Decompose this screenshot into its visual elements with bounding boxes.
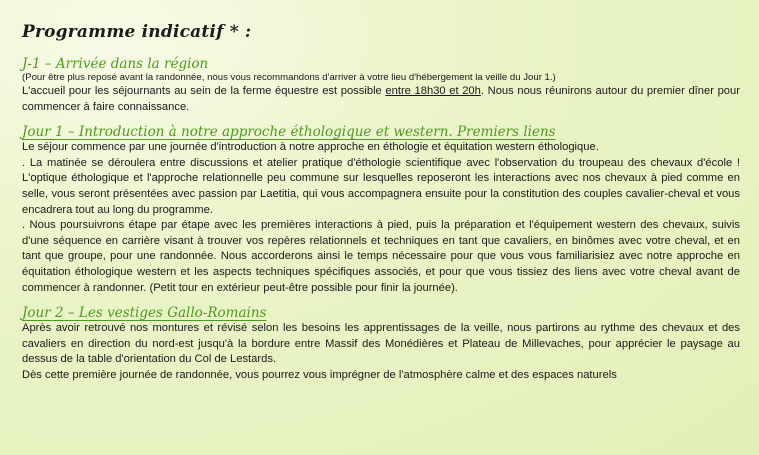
day1-title: Jour 1 – Introduction à notre approche éthologique et western. Premiers liens bbox=[22, 124, 556, 141]
programme-title: Programme indicatif * : bbox=[22, 22, 252, 42]
day2-title: Jour 2 – Les vestiges Gallo-Romains bbox=[22, 305, 267, 322]
day1-paragraph-afternoon: . Nous poursuivrons étape par étape avec les premières interactions à pied, puis la préparation et l'équipement western des chevaux, suivis d'une séquence en carrière visant à trouver vos repères relationnels et techniques en tant que cavaliers, en binômes avec votre cheval, et en tant que groupe, pour une randonnée. Nous accorderons ainsi le temps nécessaire pour que vous vous familiarisiez avec notre approche en équitation éthologique western et les aspects techniques spécifiques associés, et pour que vous tissiez des liens avec votre cheval avant de commencer à randonner. (Petit tour en extérieur peut-être possible pour finir la journée). bbox=[22, 219, 740, 294]
day0-arrival-time: entre 18h30 et 20h bbox=[385, 85, 481, 97]
day0-text-end: . Nous nous réunirons autour du premier dîner pour commencer à faire connaissance. bbox=[22, 85, 740, 113]
programme-page bbox=[22, 22, 740, 390]
day1-paragraph-morning: . La matinée se déroulera entre discussions et atelier pratique d'éthologie scientifique avec l'observation du troupeau des chevaux d'école ! L'optique éthologique et l'approche relationnelle peu commune sur lesquelles reposeront les interactions avec nos chevaux à pied comme en selle, vous seront présentées avec passion par Laetitia, qui vous accompagnera ensuite pour la constitution des couples cavalier-cheval et vous encadrera tout au long du programme. bbox=[22, 156, 740, 216]
day1-section bbox=[22, 124, 740, 296]
day0-title: J-1 – Arrivée dans la région bbox=[22, 56, 209, 72]
day0-paragraph bbox=[22, 84, 740, 115]
day0-note: (Pour être plus reposé avant la randonnée, nous vous recommandons d'arriver à votre lieu d'hébergement la veille du Jour 1.) bbox=[22, 72, 556, 83]
day2-paragraph-2: Dès cette première journée de randonnée, vous pourrez vous imprégner de l'atmosphère calme et des espaces naturels bbox=[22, 368, 617, 381]
day2-paragraph-1: Après avoir retrouvé nos montures et révisé selon les besoins les apprentissages de la veille, nous partirons au rythme des chevaux et des cavaliers en direction du nord-est jusqu'à la bordure entre Massif des Monédières et Plateau de Millevaches, pour apprécier le paysage au dessus de la table d'orientation du Col de Lestards. bbox=[22, 322, 740, 366]
day0-text-start: L'accueil pour les séjournants au sein de la ferme équestre est possible bbox=[22, 85, 386, 97]
day0-section bbox=[22, 56, 740, 115]
day1-paragraph-intro: Le séjour commence par une journée d'introduction à notre approche en éthologie et équitation western éthologique. bbox=[22, 141, 599, 154]
day2-section bbox=[22, 305, 740, 383]
